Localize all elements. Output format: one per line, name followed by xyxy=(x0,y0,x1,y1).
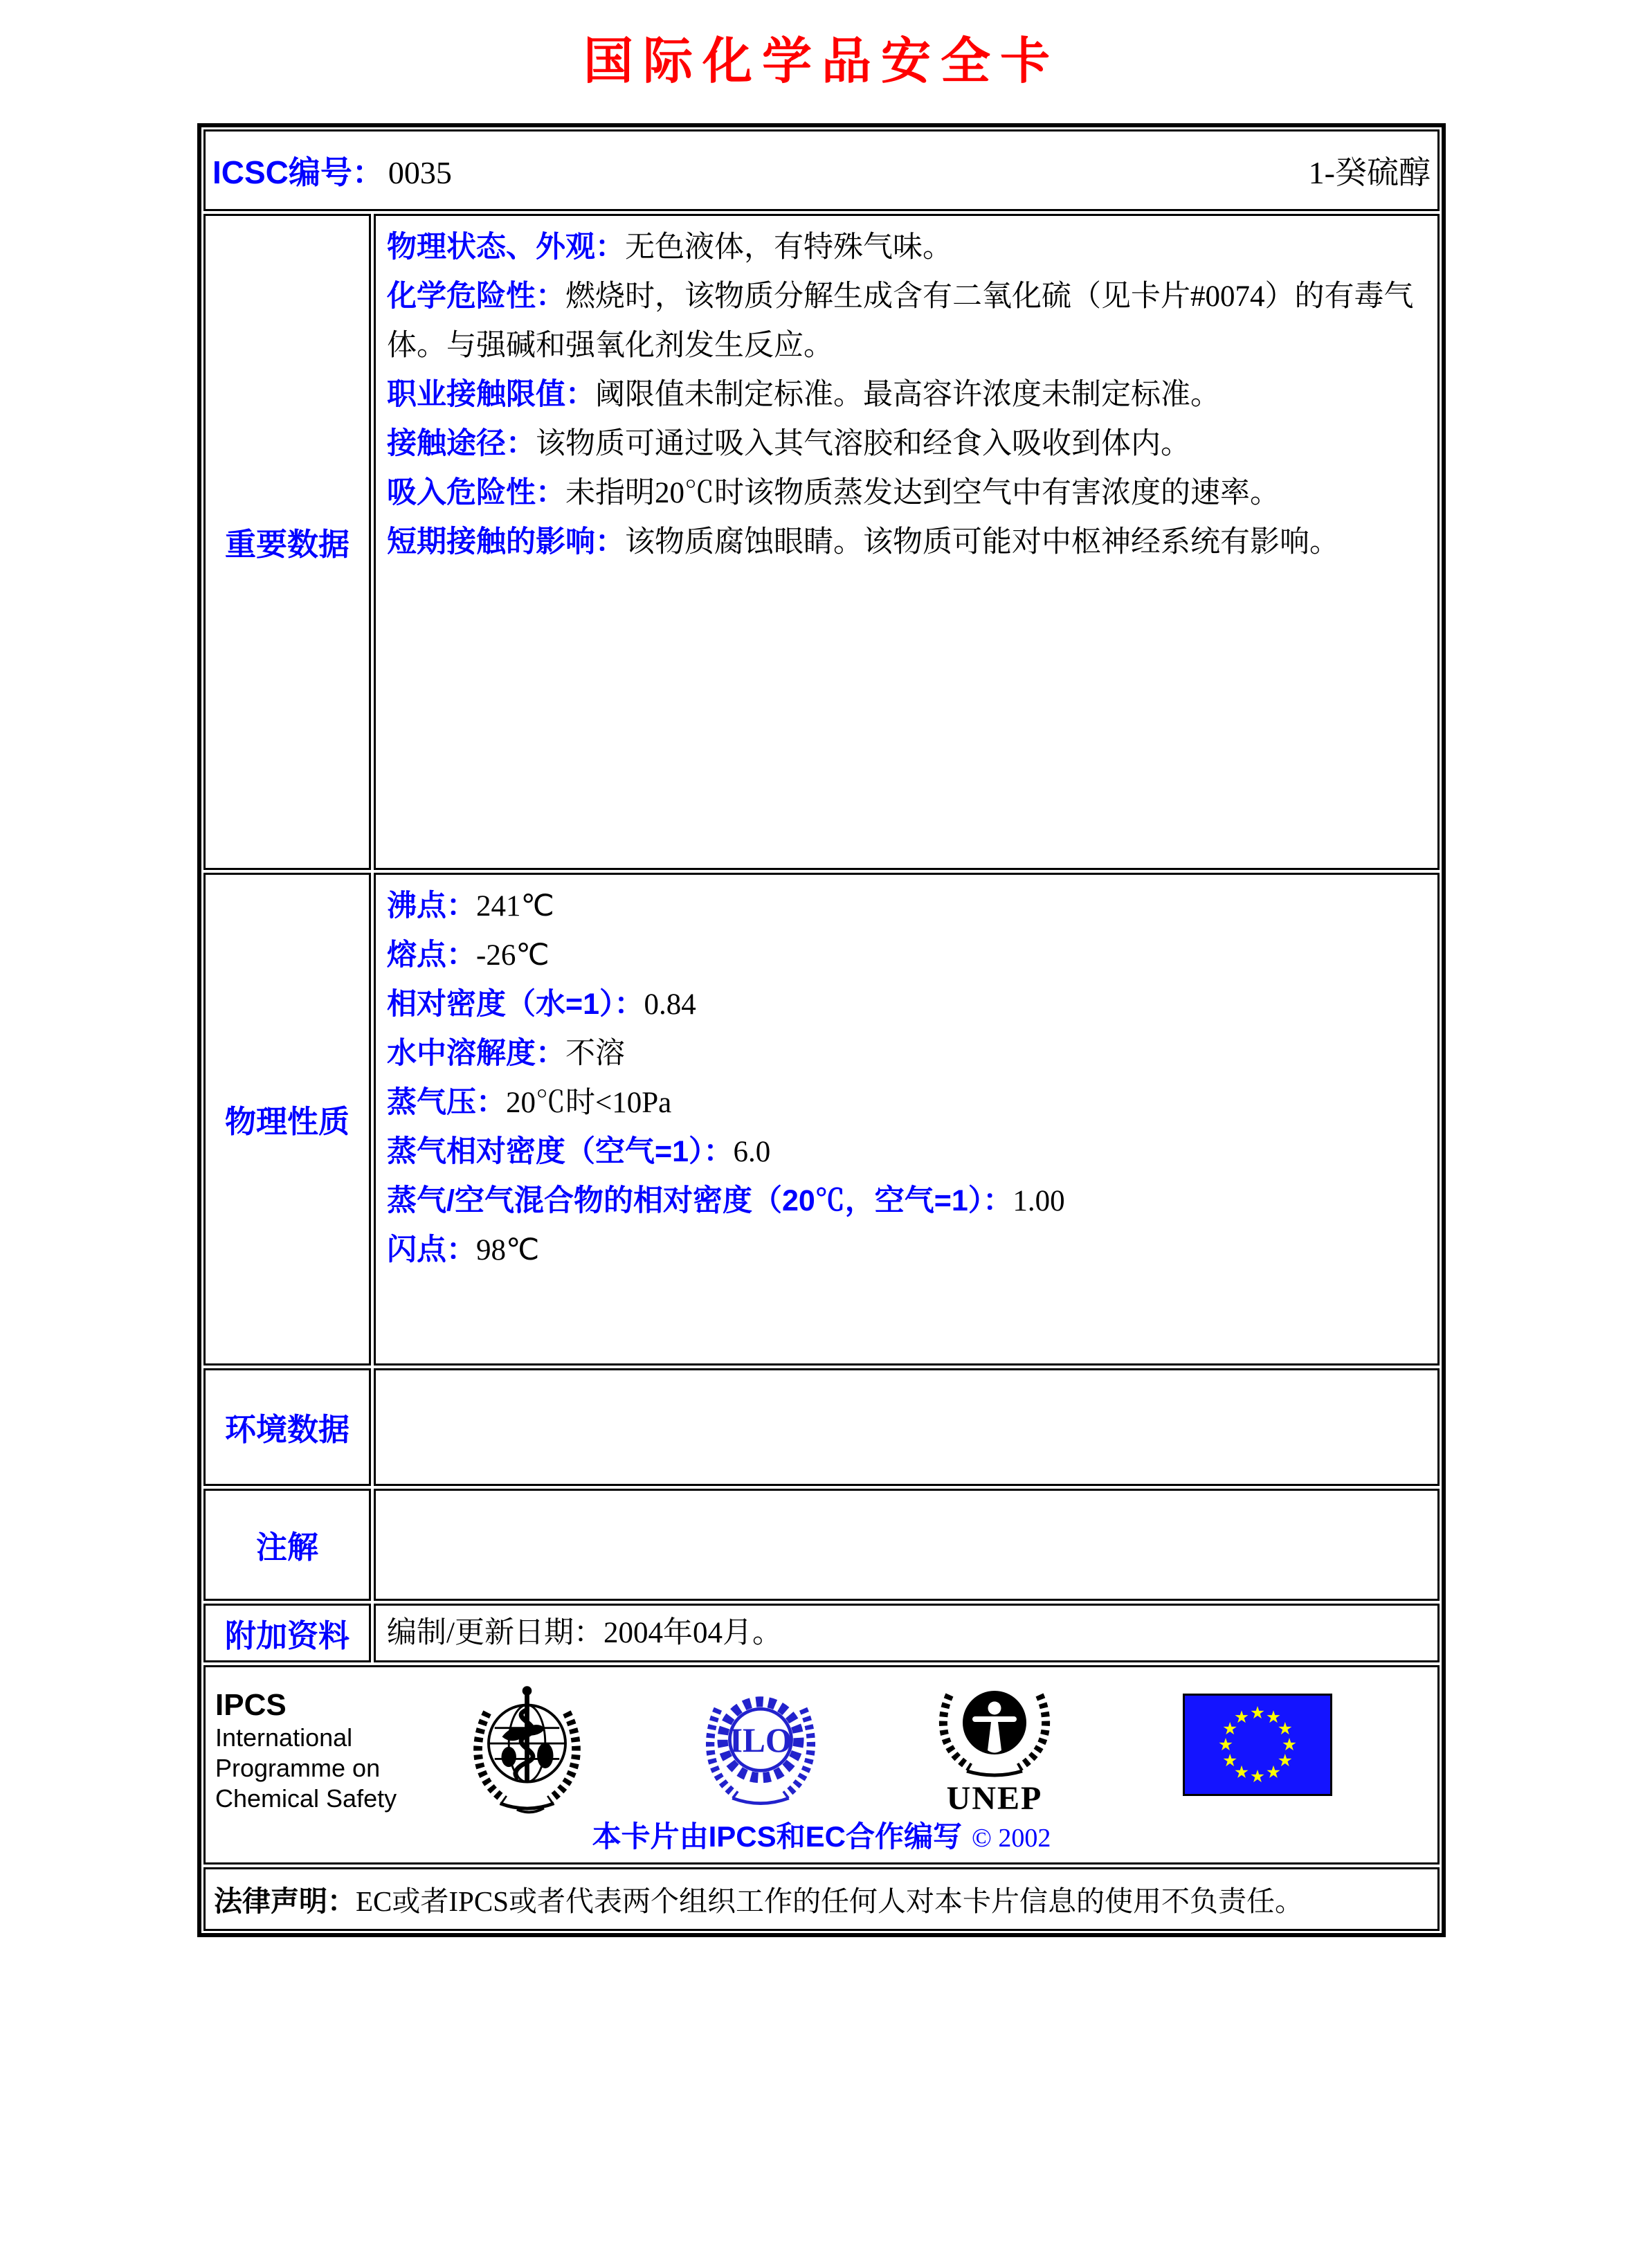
credit-line xyxy=(206,1814,1437,1856)
item-label: 短期接触的影响： xyxy=(387,525,625,559)
item-label: 相对密度（水=1）： xyxy=(387,987,644,1021)
update-date-value: 2004年04月。 xyxy=(603,1616,782,1649)
legal-cell xyxy=(203,1867,1440,1931)
physical-properties-content xyxy=(374,873,1440,1366)
additional-info-content xyxy=(374,1604,1440,1662)
ilo-logo-icon xyxy=(698,1676,823,1814)
item-label: 吸入危险性： xyxy=(387,475,565,509)
item-label: 蒸气压： xyxy=(387,1085,506,1119)
unep-logo-text: UNEP xyxy=(946,1779,1043,1817)
physical-property-item xyxy=(387,1177,1426,1226)
ilo-logo-text: ILO xyxy=(729,1721,792,1759)
legal-label: 法律声明： xyxy=(214,1885,356,1918)
copyright-text: © 2002 xyxy=(972,1823,1051,1853)
item-label: 闪点： xyxy=(387,1233,476,1267)
physical-property-item xyxy=(387,1029,1426,1078)
item-label: 水中溶解度： xyxy=(387,1036,565,1070)
item-text: 该物质可通过吸入其气溶胶和经食入吸收到体内。 xyxy=(536,427,1190,460)
section-label-important-data: 重要数据 xyxy=(203,214,371,870)
item-label: 物理状态、外观： xyxy=(387,230,625,264)
credit-text: 本卡片由IPCS和EC合作编写 xyxy=(592,1820,962,1853)
ipcs-text-block xyxy=(215,1688,397,1814)
ipcs-name-line: International xyxy=(215,1723,353,1752)
unep-logo-icon xyxy=(927,1676,1062,1815)
item-text: 241℃ xyxy=(476,889,554,923)
icsc-number-value: 0035 xyxy=(388,154,452,190)
header-cell xyxy=(203,129,1440,211)
ipcs-name-line: Chemical Safety xyxy=(215,1784,397,1813)
item-label: 化学危险性： xyxy=(387,279,565,313)
physical-property-item xyxy=(387,1078,1426,1127)
item-label: 蒸气相对密度（空气=1）： xyxy=(387,1134,734,1168)
item-text: 6.0 xyxy=(733,1135,771,1168)
chemical-name: 1-癸硫醇 xyxy=(1308,154,1431,190)
section-label-notes: 注解 xyxy=(203,1489,371,1601)
important-data-item xyxy=(387,518,1426,567)
who-logo-icon xyxy=(463,1676,591,1817)
update-date-label: 编制/更新日期： xyxy=(387,1616,603,1649)
section-label-additional-info: 附加资料 xyxy=(203,1604,371,1662)
notes-row xyxy=(203,1489,1440,1601)
item-text: 该物质腐蚀眼睛。该物质可能对中枢神经系统有影响。 xyxy=(625,525,1339,559)
important-data-item xyxy=(387,223,1426,272)
additional-info-row xyxy=(203,1604,1440,1662)
important-data-item xyxy=(387,419,1426,469)
important-data-item xyxy=(387,272,1426,370)
important-data-item xyxy=(387,370,1426,419)
section-label-physical-properties: 物理性质 xyxy=(203,873,371,1366)
important-data-content xyxy=(374,214,1440,870)
item-text: 98℃ xyxy=(476,1233,540,1267)
item-label: 接触途径： xyxy=(387,426,536,460)
legal-text: EC或者IPCS或者代表两个组织工作的任何人对本卡片信息的使用不负责任。 xyxy=(356,1885,1303,1918)
item-text: 不溶 xyxy=(565,1037,625,1070)
section-label-environmental-data: 环境数据 xyxy=(203,1368,371,1486)
environmental-data-row xyxy=(203,1368,1440,1486)
legal-row xyxy=(203,1867,1440,1931)
safety-card xyxy=(197,123,1446,1937)
physical-properties-row xyxy=(203,873,1440,1366)
item-label: 蒸气/空气混合物的相对密度（20℃，空气=1）： xyxy=(387,1183,1013,1217)
important-data-row xyxy=(203,214,1440,870)
ipcs-acronym: IPCS xyxy=(215,1687,287,1722)
physical-property-item xyxy=(387,882,1426,931)
icsc-number-label: ICSC编号： xyxy=(212,154,384,190)
item-text: 未指明20℃时该物质蒸发达到空气中有害浓度的速率。 xyxy=(565,476,1280,509)
item-text: 0.84 xyxy=(644,988,696,1021)
item-label: 职业接触限值： xyxy=(387,377,595,411)
notes-content xyxy=(374,1489,1440,1601)
important-data-item xyxy=(387,469,1426,518)
page-title: 国际化学品安全卡 xyxy=(583,34,1060,89)
eu-flag-icon xyxy=(1183,1694,1332,1796)
footer-cell xyxy=(203,1665,1440,1865)
item-text: 20℃时<10Pa xyxy=(506,1086,672,1119)
header-row xyxy=(203,129,1440,211)
item-label: 沸点： xyxy=(387,889,476,923)
item-text: 无色液体，有特殊气味。 xyxy=(625,230,952,264)
physical-property-item xyxy=(387,931,1426,980)
physical-property-item xyxy=(387,1127,1426,1177)
item-text: 阈限值未制定标准。最高容许浓度未制定标准。 xyxy=(595,378,1220,411)
item-text: -26℃ xyxy=(476,938,550,972)
physical-property-item xyxy=(387,980,1426,1029)
item-text: 燃烧时，该物质分解生成含有二氧化硫（见卡片#0074）的有毒气体。与强碱和强氧化剂发生反应。 xyxy=(387,280,1414,362)
physical-property-item xyxy=(387,1226,1426,1275)
environmental-data-content xyxy=(374,1368,1440,1486)
footer-row xyxy=(203,1665,1440,1865)
item-label: 熔点： xyxy=(387,938,476,972)
ipcs-name-line: Programme on xyxy=(215,1753,381,1782)
update-date-item xyxy=(387,1608,1426,1658)
icsc-id xyxy=(212,147,452,193)
item-text: 1.00 xyxy=(1013,1184,1065,1217)
